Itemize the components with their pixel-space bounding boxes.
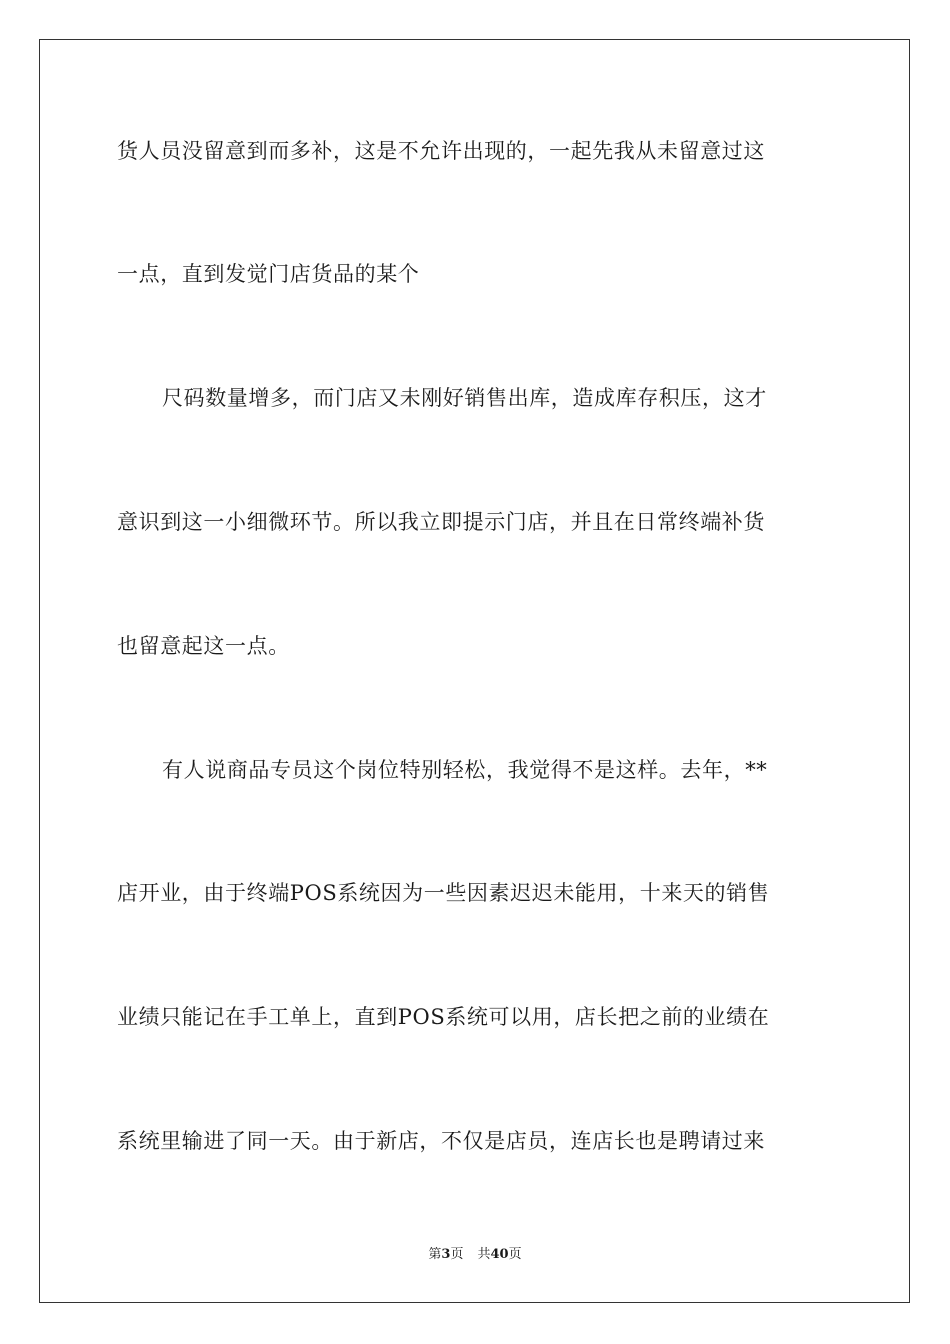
text-line-4: 意识到这一小细微环节。所以我立即提示门店，并且在日常终端补货 <box>117 510 765 534</box>
footer-total-prefix: 共 <box>477 1247 491 1262</box>
text-line-9: 系统里输进了同一天。由于新店，不仅是店员，连店长也是聘请过来 <box>117 1129 765 1153</box>
text-line-7: 店开业，由于终端POS系统因为一些因素迟迟未能用，十来天的销售 <box>117 881 770 905</box>
text-line-8: 业绩只能记在手工单上，直到POS系统可以用，店长把之前的业绩在 <box>117 1005 770 1029</box>
text-line-3: 尺码数量增多，而门店又未刚好销售出库，造成库存积压，这才 <box>162 386 767 410</box>
current-page-number: 3 <box>441 1247 451 1262</box>
text-line-5: 也留意起这一点。 <box>117 634 290 658</box>
footer-page-unit: 页 <box>450 1247 464 1262</box>
total-pages-number: 40 <box>490 1247 509 1262</box>
footer-total-unit: 页 <box>508 1247 522 1262</box>
text-line-2: 一点，直到发觉门店货品的某个 <box>117 262 420 286</box>
footer-prefix: 第 <box>428 1247 442 1262</box>
page-footer <box>0 1246 950 1264</box>
text-line-6: 有人说商品专员这个岗位特别轻松，我觉得不是这样。去年，** <box>162 758 768 782</box>
text-line-1: 货人员没留意到而多补，这是不允许出现的，一起先我从未留意过这 <box>117 139 765 163</box>
page-border <box>39 39 910 1303</box>
